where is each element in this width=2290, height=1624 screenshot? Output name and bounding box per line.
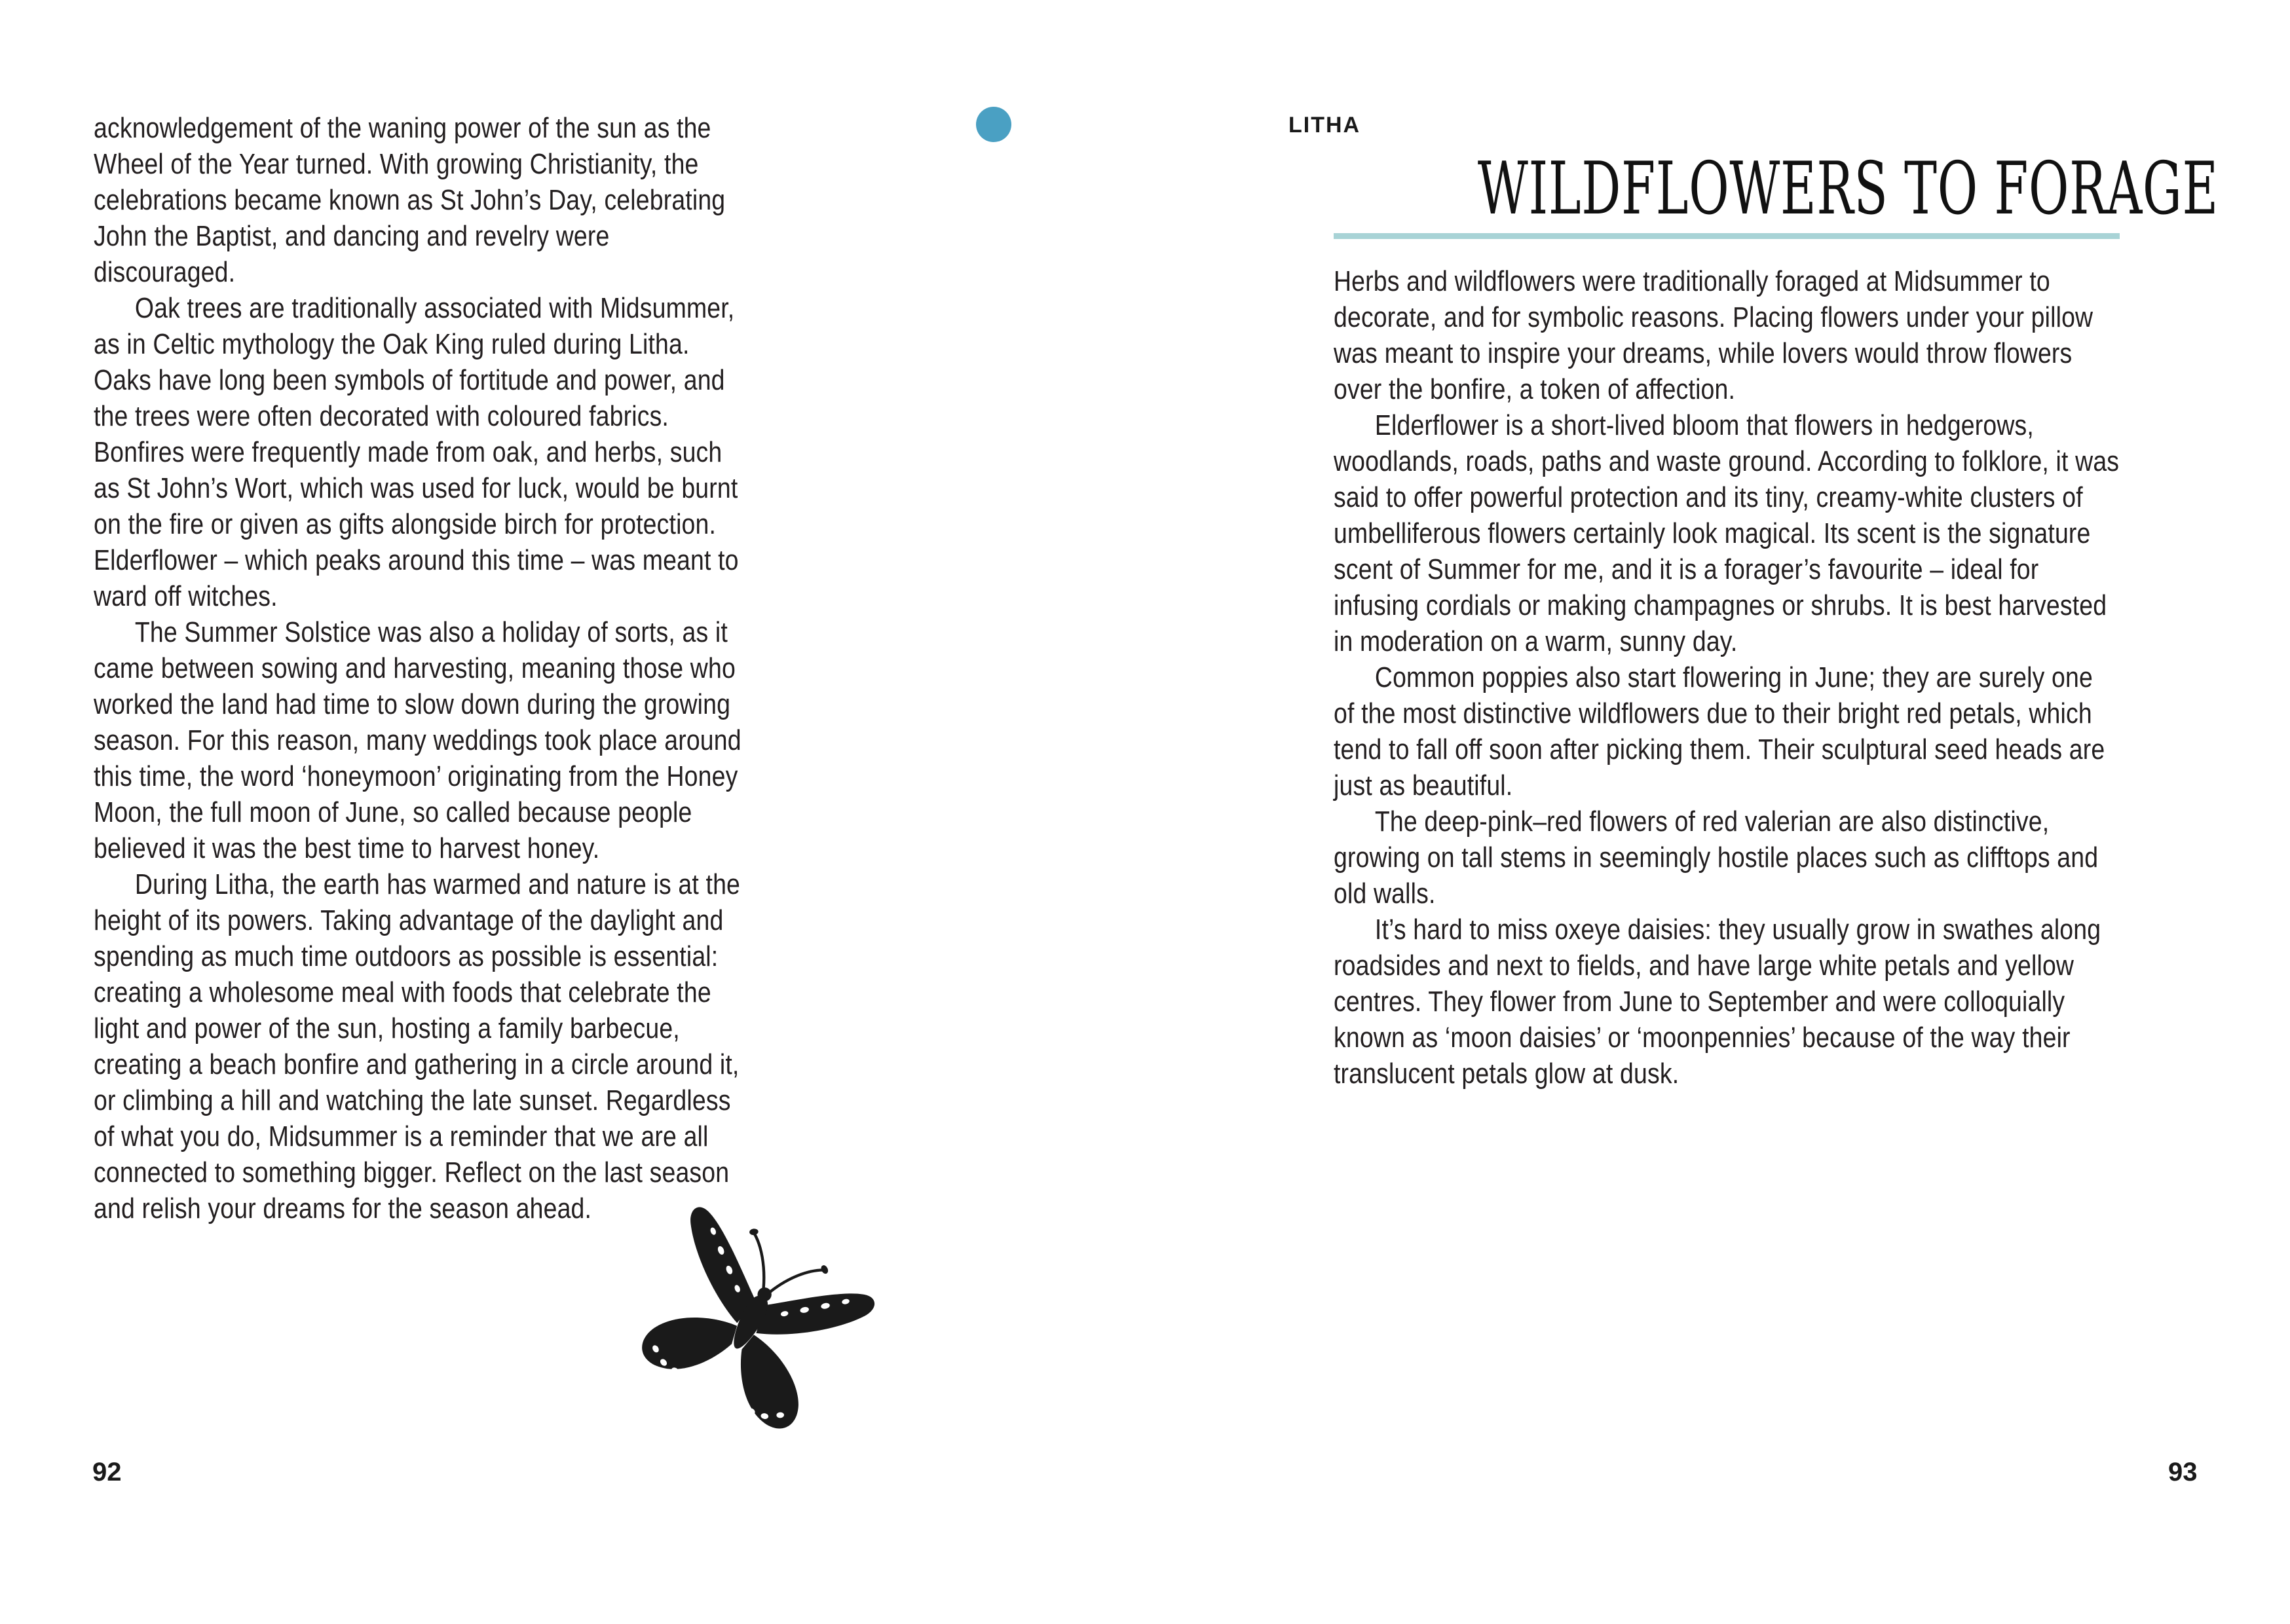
running-header: LITHA bbox=[1288, 113, 1361, 138]
page-title: WILDFLOWERS TO FORAGE bbox=[1477, 146, 2219, 231]
section-title-wrap bbox=[1334, 146, 2219, 231]
body-paragraph: During Litha, the earth has warmed and nature is at the height of its powers. Taking advantage of the daylight and spending as much time outdoors as possible is essential: creating a wholesome meal with foods that celebrate the light and power of the sun, hosting a family barbecue, creating a beach bonfire and gathering in a circle around it, or climbing a hill and watching the late sunset. Regardless of what you do, Midsummer is a reminder that we are all connected to something bigger. Reflect on the last season and relish your dreams for the season ahead. bbox=[94, 868, 741, 1225]
title-underline bbox=[1334, 233, 2120, 239]
page-number: 93 bbox=[2168, 1458, 2198, 1486]
body-paragraph: The deep-pink–red flowers of red valerian are also distinctive, growing on tall stems in seemingly hostile places such as clifftops and old walls. bbox=[1334, 805, 2099, 910]
body-paragraph: Herbs and wildflowers were traditionally foraged at Midsummer to decorate, and for symbolic reasons. Placing flowers under your pillow was meant to inspire your dreams, while lovers would throw flowers over the bonfire, a token of affection. bbox=[1334, 265, 2093, 405]
page-number: 92 bbox=[92, 1458, 122, 1486]
section-marker-dot-icon bbox=[976, 107, 1011, 142]
left-page-text bbox=[94, 110, 749, 1227]
body-paragraph: Elderflower is a short-lived bloom that flowers in hedgerows, woodlands, roads, paths and waste ground. According to folklore, it was said to offer powerful protection and its tiny, creamy-white clusters of umbelliferous flowers certainly look magical. Its scent is the signature scent of Summer for me, and it is a forager’s favourite – ideal for infusing cordials or making champagnes or shrubs. It is best harvested in moderation on a warm, sunny day. bbox=[1334, 409, 2120, 657]
right-page-text bbox=[1334, 263, 2120, 1092]
body-paragraph: The Summer Solstice was also a holiday of sorts, as it came between sowing and harvesting, meaning those who worked the land had time to slow down during the growing season. For this reason, many weddings took place around this time, the word ‘honeymoon’ originating from the Honey Moon, the full moon of June, so called because people believed it was the best time to harvest honey. bbox=[94, 616, 741, 864]
body-paragraph: Oak trees are traditionally associated with Midsummer, as in Celtic mythology the Oak King ruled during Litha. Oaks have long been symbols of fortitude and power, and the trees were often decorated with coloured fabrics. Bonfires were frequently made from oak, and herbs, such as St John’s Wort, which was used for luck, would be burnt on the fire or given as gifts alongside birch for protection. Elderflower – which peaks around this time – was meant to ward off witches. bbox=[94, 292, 739, 612]
butterfly-icon bbox=[621, 1219, 876, 1435]
body-paragraph: It’s hard to miss oxeye daisies: they usually grow in swathes along roadsides and next to fields, and have large white petals and yellow centres. They flower from June to September and were colloquially known as ‘moon daisies’ or ‘moonpennies’ because of the way their translucent petals glow at dusk. bbox=[1334, 913, 2101, 1090]
body-paragraph: acknowledgement of the waning power of the sun as the Wheel of the Year turned. With growing Christianity, the celebrations became known as St John’s Day, celebrating John the Baptist, and dancing and revelry were discouraged. bbox=[94, 112, 726, 288]
body-paragraph: Common poppies also start flowering in June; they are surely one of the most distinctive wildflowers due to their bright red petals, which tend to fall off soon after picking them. Their sculptural seed heads are just as beautiful. bbox=[1334, 661, 2105, 802]
